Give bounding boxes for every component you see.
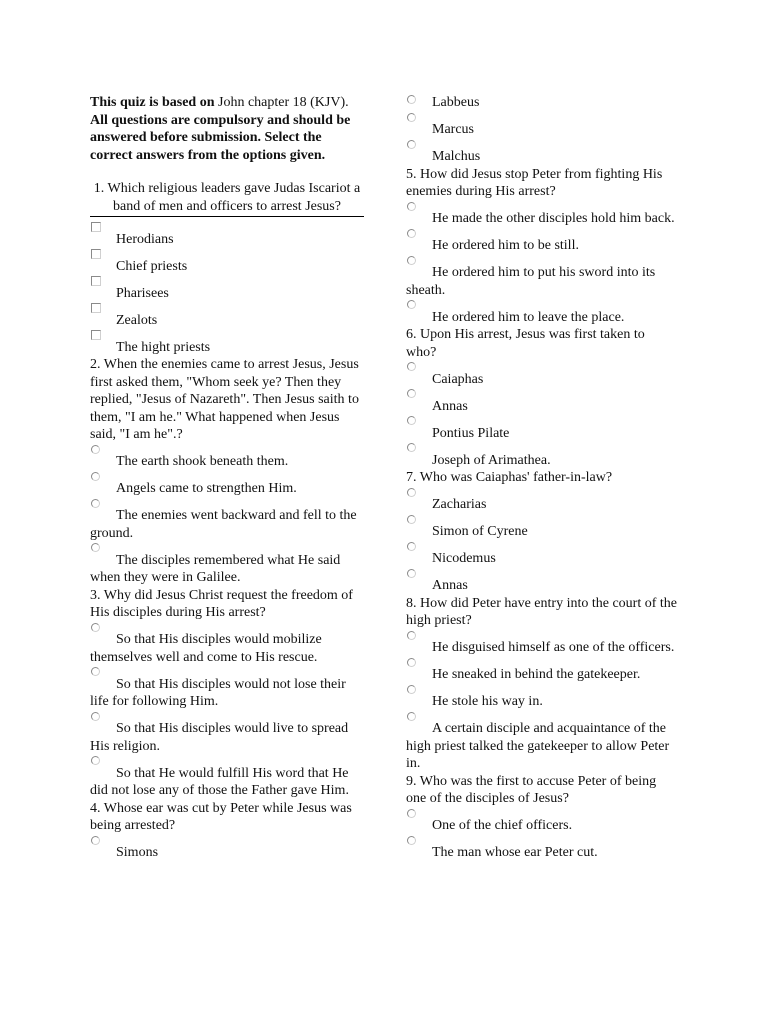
radio-button[interactable] (407, 515, 416, 524)
radio-button[interactable] (91, 445, 100, 454)
option-label: The earth shook beneath them. (116, 454, 289, 469)
option[interactable] (90, 221, 364, 248)
option-label: So that His disciples would not lose their life for following Him. (90, 676, 346, 709)
option-label: Chief priests (116, 258, 188, 274)
radio-button[interactable] (407, 712, 416, 721)
option[interactable] (406, 415, 678, 442)
option-label: A certain disciple and acquaintance of the high priest talked the gatekeeper to allow Peter in. (406, 721, 670, 771)
option-label: Zacharias (432, 497, 487, 512)
option-label: Joseph of Arimathea. (432, 452, 551, 468)
radio-button[interactable] (91, 499, 100, 508)
option[interactable] (406, 630, 678, 657)
question-6 (406, 326, 678, 469)
radio-button[interactable] (91, 623, 100, 632)
radio-button[interactable] (407, 256, 416, 265)
option[interactable] (406, 442, 678, 469)
option[interactable] (406, 711, 678, 773)
radio-button[interactable] (407, 389, 416, 398)
option[interactable] (406, 541, 678, 568)
radio-button[interactable] (407, 809, 416, 818)
option[interactable] (406, 388, 678, 415)
option[interactable] (406, 657, 678, 684)
option[interactable] (90, 498, 364, 543)
option-label: He made the other disciples hold him back. (432, 211, 675, 226)
option[interactable] (90, 275, 364, 302)
option[interactable] (90, 755, 364, 800)
option-label: He ordered him to be still. (432, 238, 579, 253)
option[interactable] (90, 835, 364, 862)
question-1 (90, 180, 364, 356)
option-label: He stole his way in. (432, 694, 543, 709)
option[interactable] (406, 139, 678, 166)
option[interactable] (406, 228, 678, 255)
option-label: He ordered him to leave the place. (432, 309, 625, 325)
option-label: Caiaphas (432, 371, 484, 387)
radio-button[interactable] (407, 300, 416, 309)
question-5-text: 5. How did Jesus stop Peter from fighting His enemies during His arrest? (406, 166, 663, 199)
option[interactable] (90, 711, 364, 756)
radio-button[interactable] (91, 712, 100, 721)
intro-lead: This quiz is based on (90, 95, 215, 110)
option[interactable] (90, 248, 364, 275)
question-4-text: 4. Whose ear was cut by Peter while Jesus was being arrested? (90, 800, 352, 833)
left-column (90, 94, 364, 862)
question-2-text: 2. When the enemies came to arrest Jesus, Jesus first asked them, "Whom seek ye? Then they replied, "Jesus of Nazareth". Then Jesus saith to them, "I am he." What happened when Jesus said, "I am he".? (90, 357, 359, 442)
radio-button[interactable] (407, 488, 416, 497)
option-label: The disciples remembered what He said when they were in Galilee. (90, 552, 341, 585)
question-6-text: 6. Upon His arrest, Jesus was first taken to who? (406, 327, 645, 360)
option-label: Marcus (432, 122, 474, 137)
option[interactable] (406, 808, 678, 835)
question-7 (406, 469, 678, 595)
intro-instructions: All questions are compulsory and should be answered before submission. Select the correct answers from the options given. (90, 112, 351, 163)
option-label: Simon of Cyrene (432, 524, 528, 539)
option[interactable] (90, 622, 364, 667)
option[interactable] (90, 666, 364, 711)
question-2 (90, 356, 364, 587)
question-9-text: 9. Who was the first to accuse Peter of being one of the disciples of Jesus? (406, 773, 657, 806)
radio-button[interactable] (407, 836, 416, 845)
checkbox[interactable] (91, 249, 101, 259)
option[interactable] (406, 568, 678, 595)
question-3-text: 3. Why did Jesus Christ request the freedom of His disciples during His arrest? (90, 587, 353, 620)
option-label: The man whose ear Peter cut. (432, 845, 598, 860)
option[interactable] (406, 684, 678, 711)
option[interactable] (90, 302, 364, 329)
option-label: Pontius Pilate (432, 425, 510, 441)
option[interactable] (406, 514, 678, 541)
option-label: Malchus (432, 149, 481, 164)
radio-button[interactable] (407, 685, 416, 694)
radio-button[interactable] (407, 542, 416, 551)
option-label: Nicodemus (432, 551, 496, 566)
question-8 (406, 595, 678, 773)
checkbox[interactable] (91, 276, 101, 286)
quiz-intro (90, 94, 364, 164)
radio-button[interactable] (91, 667, 100, 676)
question-9 (406, 773, 678, 862)
option[interactable] (406, 361, 678, 388)
option-label: Simons (116, 845, 159, 860)
option-label: Annas (432, 398, 468, 414)
option-label: He disguised himself as one of the officers. (432, 640, 675, 655)
right-column (406, 94, 678, 862)
checkbox[interactable] (91, 330, 101, 340)
option-label: One of the chief officers. (432, 818, 573, 833)
checkbox[interactable] (91, 303, 101, 313)
option[interactable] (90, 471, 364, 498)
option-label: Pharisees (116, 285, 169, 301)
radio-button[interactable] (91, 472, 100, 481)
radio-button[interactable] (407, 202, 416, 211)
radio-button[interactable] (91, 836, 100, 845)
option-label: Labbeus (432, 95, 480, 110)
option-label: So that He would fulfill His word that He did not lose any of those the Father gave Him. (90, 765, 349, 798)
radio-button[interactable] (407, 416, 416, 425)
option[interactable] (406, 299, 678, 326)
option-label: Annas (432, 578, 468, 593)
question-4-continued (406, 94, 678, 166)
option-label: Herodians (116, 231, 174, 247)
question-4 (90, 800, 364, 862)
option-label: So that His disciples would mobilize themselves well and come to His rescue. (90, 632, 322, 665)
radio-button[interactable] (407, 140, 416, 149)
radio-button[interactable] (407, 95, 416, 104)
question-8-text: 8. How did Peter have entry into the court of the high priest? (406, 595, 677, 628)
radio-button[interactable] (407, 631, 416, 640)
option[interactable] (90, 542, 364, 587)
option[interactable] (406, 835, 678, 862)
option-label: The hight priests (116, 339, 211, 355)
option-label: Zealots (116, 312, 158, 328)
option[interactable] (406, 94, 678, 112)
radio-button[interactable] (91, 543, 100, 552)
radio-button[interactable] (91, 756, 100, 765)
option-label: So that His disciples would live to spread His religion. (90, 721, 349, 754)
radio-button[interactable] (407, 658, 416, 667)
option[interactable] (90, 444, 364, 471)
radio-button[interactable] (407, 229, 416, 238)
option[interactable] (406, 112, 678, 139)
question-5 (406, 166, 678, 327)
radio-button[interactable] (407, 113, 416, 122)
question-7-text: 7. Who was Caiaphas' father-in-law? (406, 470, 613, 485)
option-label: He ordered him to put his sword into its sheath. (406, 265, 656, 298)
option-label: He sneaked in behind the gatekeeper. (432, 667, 641, 682)
radio-button[interactable] (407, 569, 416, 578)
question-3 (90, 587, 364, 800)
checkbox[interactable] (91, 222, 101, 232)
intro-source: John chapter 18 (KJV). (214, 95, 349, 110)
option-label: The enemies went backward and fell to the ground. (90, 508, 357, 541)
question-1-text: 1. Which religious leaders gave Judas Iscariot a band of men and officers to arrest Jesus? (90, 180, 364, 217)
option[interactable] (90, 329, 364, 356)
option[interactable] (406, 255, 678, 300)
option-label: Angels came to strengthen Him. (116, 481, 297, 496)
radio-button[interactable] (407, 443, 416, 452)
option[interactable] (406, 201, 678, 228)
radio-button[interactable] (407, 362, 416, 371)
option[interactable] (406, 487, 678, 514)
